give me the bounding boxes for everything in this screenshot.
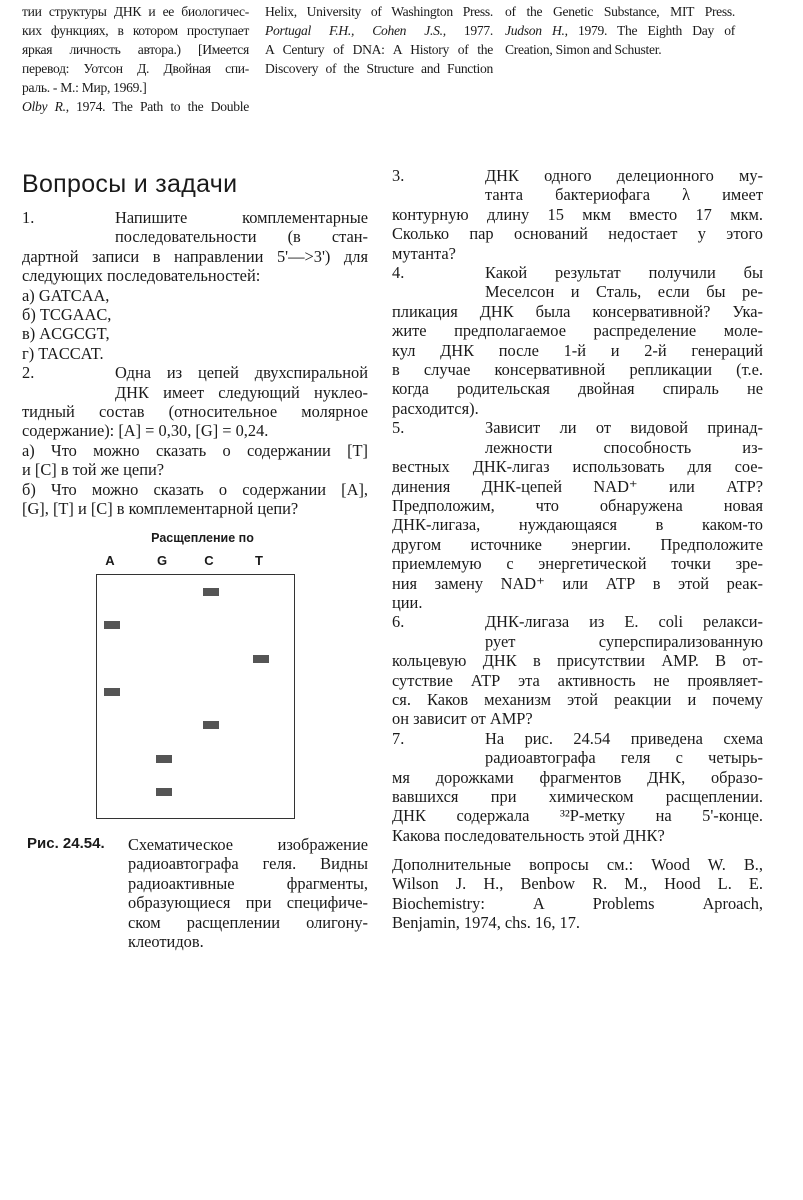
text-line: радиоактивные фрагменты,	[128, 873, 368, 893]
questions-right-column	[392, 166, 763, 845]
reference-text: Helix, University of Washington Press.	[265, 4, 493, 19]
question-item	[22, 363, 368, 441]
question-item	[22, 305, 368, 324]
reference-text: перевод: Уотсон Д. Двойная спи-	[22, 61, 249, 76]
reference-text: Discovery of the Structure and Function	[265, 61, 493, 76]
question-line: На рис. 24.54 приведена схема	[485, 728, 763, 748]
text-line: радиоавтографа геля. Видны	[128, 854, 368, 874]
question-line: вавшихся при химическом расщеплении.	[392, 787, 763, 806]
question-line: ДНК-лигаза из E. coli релакси-	[485, 612, 763, 632]
question-line: а) Что можно сказать о содержании [Т]	[22, 440, 368, 460]
text-line: Схематическое изображение	[128, 835, 368, 854]
text-line: Wilson J. H., Benbow R. M., Hood L. E.	[392, 874, 763, 894]
figure-caption-label: Рис. 24.54.	[27, 835, 105, 852]
reference-text: 1977.	[445, 23, 493, 38]
question-line: следующих последовательностей:	[22, 266, 261, 286]
question-number: 1.	[22, 208, 35, 227]
question-number: 4.	[392, 263, 405, 283]
question-item	[22, 324, 368, 343]
gel-band-a	[104, 688, 120, 696]
reference-author: Judson H.	[505, 23, 565, 38]
reference-line	[265, 21, 493, 40]
question-number: 7.	[392, 728, 405, 748]
question-line: ДНК одного делеционного му-	[485, 166, 763, 185]
gel-band-a	[104, 621, 120, 629]
question-line: кул ДНК после 1-й и 2-й генераций	[392, 340, 763, 360]
lane-label-c: C	[204, 553, 214, 568]
reference-line	[505, 40, 735, 59]
reference-text: , 1974. The Path to the Double	[65, 99, 249, 114]
question-line: приемлемую с энергетической точки зре-	[392, 554, 763, 574]
reference-line	[505, 21, 735, 40]
figure-title: Расщепление по	[151, 531, 254, 545]
question-line: другом источнике энергии. Предположите	[392, 534, 763, 554]
question-line: танта бактериофага λ имеет	[485, 185, 763, 205]
question-item	[22, 286, 368, 305]
question-line: вестных ДНК-лигаз использовать для сое-	[392, 457, 763, 477]
question-line: расходится).	[392, 398, 479, 418]
question-line: Меселсон и Сталь, если бы ре-	[485, 282, 763, 302]
reference-author: Cohen J.S.,	[372, 23, 446, 38]
question-line: когда родительская двойная спираль не	[392, 379, 763, 399]
reference-line	[22, 2, 249, 21]
reference-text: ких функциях, в котором проступает	[22, 23, 249, 38]
question-line: Одна из цепей двухспиральной	[115, 363, 368, 383]
reference-line	[265, 40, 493, 59]
gel-band-c	[203, 721, 219, 729]
question-line: мутанта?	[392, 243, 456, 263]
reference-author: Portugal F.H.,	[265, 23, 355, 38]
reference-column-3	[505, 2, 735, 59]
text-line: ском расщеплении олигону-	[128, 912, 368, 932]
gel-band-t	[253, 655, 269, 663]
question-line: Предположим, что обнаружена новая	[392, 495, 763, 515]
question-number: 3.	[392, 166, 405, 185]
question-number: 6.	[392, 612, 405, 632]
question-line: б) Что можно сказать о содержании [А],	[22, 479, 368, 499]
question-item	[392, 166, 763, 263]
question-line: рует суперспирализованную	[485, 631, 763, 651]
lane-label-g: G	[156, 553, 168, 568]
reference-text	[354, 23, 372, 38]
question-line: ДНК имеет следующий нуклео-	[115, 382, 368, 402]
question-item	[392, 263, 763, 418]
question-line: ДНК содержала ³²Р-метку на 5'-конце.	[392, 806, 763, 826]
question-item	[22, 441, 368, 480]
text-line: Benjamin, 1974, chs. 16, 17.	[392, 913, 581, 933]
question-line: дартной записи в направлении 5'—>3') для	[22, 246, 368, 266]
reference-line	[22, 59, 249, 78]
reference-text: , 1979. The Eighth Day of	[564, 23, 735, 38]
additional-questions	[392, 855, 763, 933]
question-line: ния замену NAD⁺ или АТР в этой реак-	[392, 573, 763, 593]
question-line: жите предполагаемое распределение моле-	[392, 321, 763, 341]
lane-label-t: T	[255, 553, 263, 568]
reference-line	[22, 97, 249, 116]
reference-text: Creation, Simon and Schuster.	[505, 42, 662, 57]
question-number: 2.	[22, 363, 35, 383]
question-line: лежности способность из-	[485, 437, 763, 457]
reference-line	[505, 2, 735, 21]
gel-band-g	[156, 755, 172, 763]
questions-left-column	[22, 208, 368, 519]
reference-line	[22, 21, 249, 40]
question-line: ся. Каков механизм этой реакции и почему	[392, 689, 763, 709]
question-line: Напишите комплементарные	[115, 208, 368, 227]
figure-caption	[128, 835, 368, 951]
question-number: 5.	[392, 418, 405, 438]
question-line: [G], [Т] и [С] в комплементарной цепи?	[22, 499, 299, 519]
question-item	[392, 729, 763, 845]
question-line: тидный состав (относительное молярное	[22, 402, 368, 422]
question-line: а) GATCAA,	[22, 285, 110, 305]
text-line: клеотидов.	[128, 932, 204, 952]
reference-line	[265, 59, 493, 78]
question-item	[392, 612, 763, 728]
question-line: радиоавтографа геля с четырь-	[485, 748, 763, 768]
question-line: пликация ДНК была консервативной? Ука-	[392, 301, 763, 321]
reference-column-1	[22, 2, 249, 116]
reference-author: Olby R.	[22, 99, 66, 114]
question-item	[22, 208, 368, 286]
gel-band-c	[203, 588, 219, 596]
question-line: он зависит от АМР?	[392, 709, 533, 729]
reference-line	[265, 2, 493, 21]
question-line: ции.	[392, 592, 423, 612]
question-line: динения ДНК-цепей NAD⁺ или АТР?	[392, 476, 763, 496]
question-line: контурную длину 15 мкм вместо 17 мкм.	[392, 204, 763, 224]
text-line: Biochemistry: A Problems Aproach,	[392, 893, 763, 913]
text-line: Дополнительные вопросы см.: Wood W. B.,	[392, 855, 763, 874]
question-line: Сколько пар оснований недостает у этого	[392, 224, 763, 244]
text-line: образующиеся при специфиче-	[128, 893, 368, 913]
question-line: мя дорожками фрагментов ДНК, образо-	[392, 767, 763, 787]
question-line: Какова последовательность этой ДНК?	[392, 825, 665, 845]
question-line: содержание): [А] = 0,30, [G] = 0,24.	[22, 421, 269, 441]
gel-band-g	[156, 788, 172, 796]
question-line: и [С] в той же цепи?	[22, 460, 165, 480]
question-line: Зависит ли от видовой принад-	[485, 418, 763, 438]
question-item	[22, 480, 368, 519]
question-line: ДНК-лигаза, нуждающаяся в каком-то	[392, 515, 763, 535]
reference-column-2	[265, 2, 493, 78]
question-item	[392, 418, 763, 612]
reference-text: тии структуры ДНК и ее биологичес-	[22, 4, 249, 19]
section-heading: Вопросы и задачи	[22, 170, 238, 198]
reference-text: яркая личность автора.) [Имеется	[22, 42, 249, 57]
question-line: в) ACGCGT,	[22, 324, 110, 344]
lane-label-a: A	[105, 553, 115, 568]
reference-line	[22, 78, 249, 97]
question-line: последовательности (в стан-	[115, 227, 368, 247]
reference-text: of the Genetic Substance, MIT Press.	[505, 4, 735, 19]
question-line: сутствие АТР эта активность не проявляет-	[392, 670, 763, 690]
question-line: Какой результат получили бы	[485, 263, 763, 283]
reference-line	[22, 40, 249, 59]
question-line: б) TCGAAC,	[22, 305, 112, 325]
reference-text: A Century of DNA: A History of the	[265, 42, 493, 57]
question-line: в случае консервативной репликации (т.е.	[392, 360, 763, 380]
question-item	[22, 344, 368, 363]
reference-text: раль. - М.: Мир, 1969.]	[22, 80, 147, 95]
question-line: кольцевую ДНК в присутствии АМР. В от-	[392, 651, 763, 671]
question-line: г) TACCAT.	[22, 343, 104, 363]
gel-box	[96, 574, 295, 819]
